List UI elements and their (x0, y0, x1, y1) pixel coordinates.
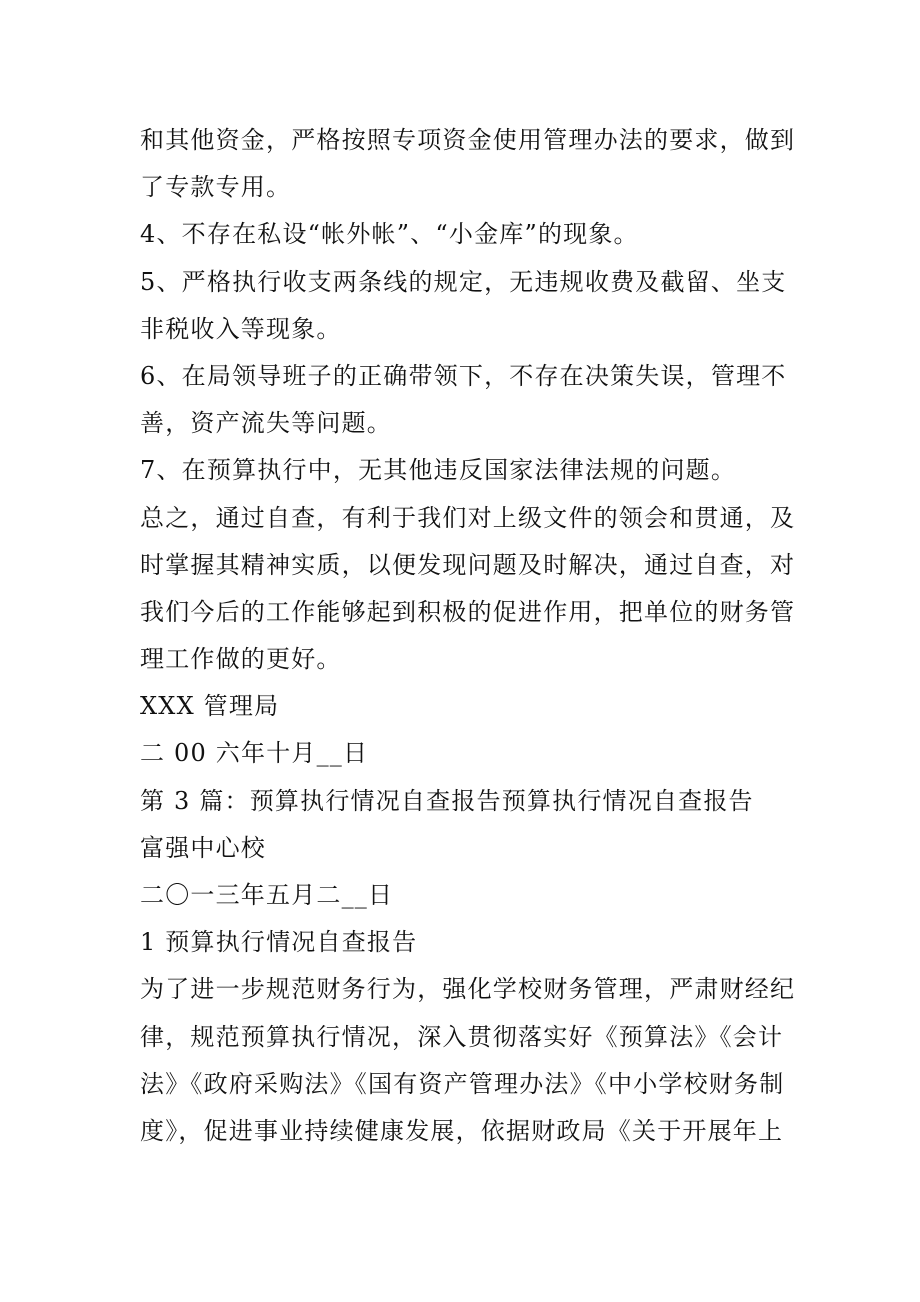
text-line: 为了进一步规范财务行为，强化学校财务管理，严肃财经纪 (140, 975, 796, 1004)
paragraph-special-funds (140, 117, 796, 211)
text-line: 度》，促进事业持续健康发展，依据财政局《关于开展年上 (140, 1116, 784, 1145)
text-line: 我们今后的工作能够起到积极的促进作用，把单位的财务管 (140, 597, 796, 626)
school-name (140, 825, 790, 872)
paragraph-item-6 (140, 353, 790, 447)
text-line: 和其他资金，严格按照专项资金使用管理办法的要求，做到 (140, 126, 796, 154)
text-line: 二 00 六年十月__日 (140, 739, 369, 768)
text-line: 4、不存在私设“帐外帐”、“小金库”的现象。 (140, 220, 639, 249)
text-line: 善，资产流失等问题。 (140, 409, 392, 438)
paragraph-intro (140, 966, 796, 1155)
text-line: 7、在预算执行中，无其他违反国家法律法规的问题。 (140, 456, 737, 485)
text-line: 6、在局领导班子的正确带领下，不存在决策失误，管理不 (140, 361, 787, 390)
text-line: 理工作做的更好。 (140, 645, 342, 674)
text-line: 富强中心校 (140, 833, 266, 862)
report-date (140, 872, 790, 919)
text-line: XXX 管理局 (140, 692, 280, 721)
signature-date (140, 730, 790, 777)
paragraph-summary (140, 495, 796, 684)
paragraph-item-5 (140, 259, 790, 353)
text-line: 律，规范预算执行情况，深入贯彻落实好《预算法》《会计 (140, 1022, 784, 1051)
document-body (140, 117, 796, 1155)
text-line: 二〇一三年五月二__日 (140, 881, 394, 909)
text-line: 第 3 篇：预算执行情况自查报告预算执行情况自查报告 (140, 786, 754, 815)
text-line: 总之，通过自查，有利于我们对上级文件的领会和贯通，及 (140, 503, 796, 532)
text-line: 5、严格执行收支两条线的规定，无违规收费及截留、坐支 (140, 267, 787, 296)
text-line: 非税收入等现象。 (140, 314, 342, 343)
paragraph-item-4 (140, 211, 790, 258)
text-line: 了专款专用。 (140, 173, 292, 202)
text-line: 时掌握其精神实质，以便发现问题及时解决，通过自查，对 (140, 550, 796, 579)
text-line: 法》《政府采购法》《国有资产管理办法》《中小学校财务制 (140, 1069, 785, 1098)
report-title (140, 919, 790, 966)
text-line: 1 预算执行情况自查报告 (140, 928, 418, 957)
signature-organization (140, 683, 790, 730)
paragraph-item-7 (140, 447, 790, 494)
section-heading (140, 778, 790, 825)
